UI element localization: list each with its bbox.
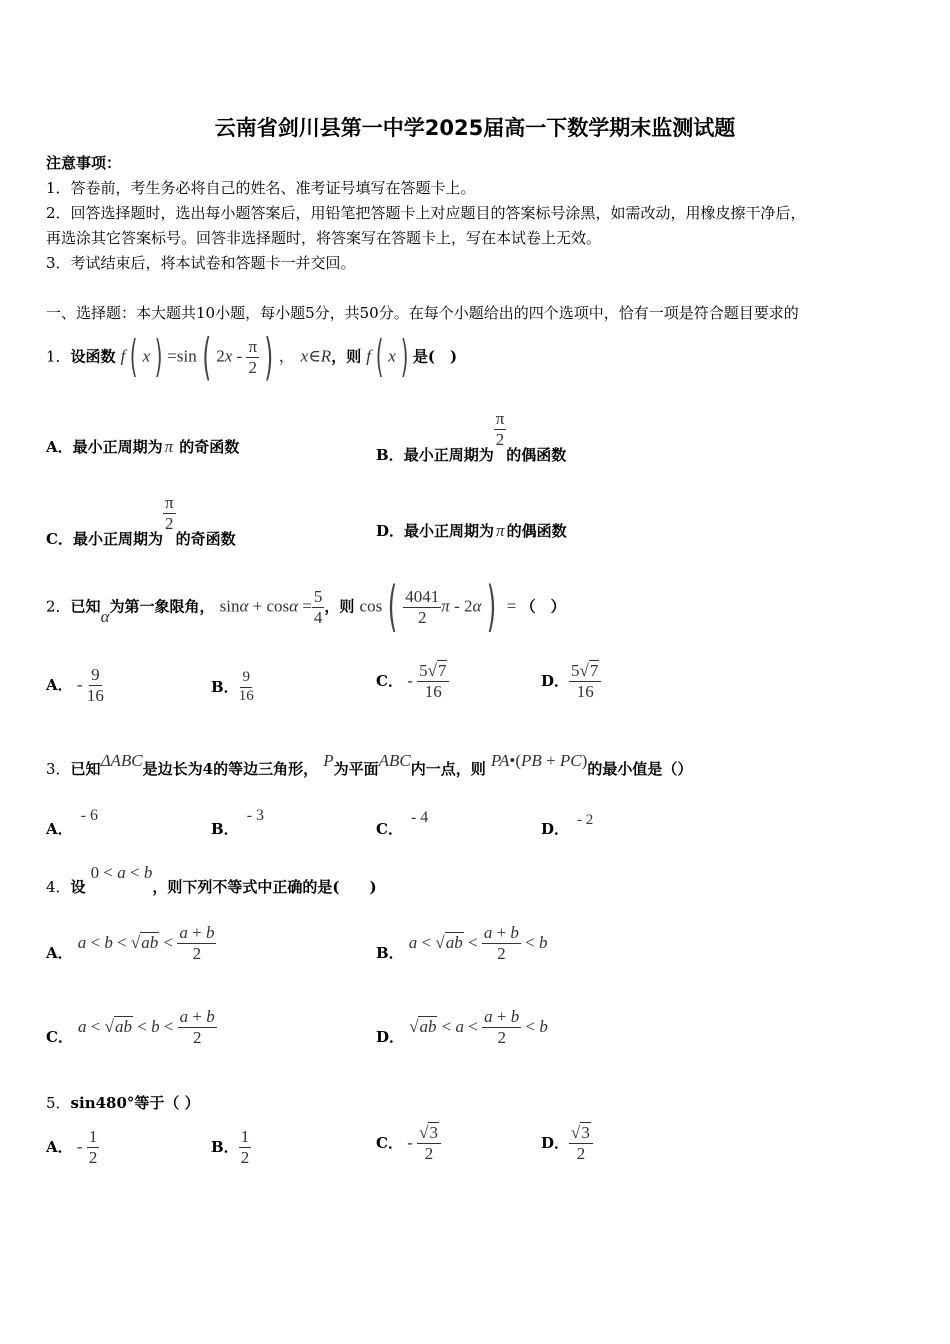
q5-option-c[interactable]: C． - $\frac{√3}{2}$ (376, 1124, 441, 1163)
q5-option-a[interactable]: A． - $\frac{1}{2}$ (46, 1127, 98, 1167)
q4-option-d[interactable]: D． √ab < a < $\frac{a + b}{2}$ < b (376, 1007, 548, 1047)
q4-option-c[interactable]: C． a < √ab < b < $\frac{a + b}{2}$ (46, 1007, 215, 1047)
q2-option-b[interactable]: B． $\frac{9}{16}$ (211, 669, 254, 704)
q1-option-d[interactable]: D．最小正周期为 π 的偶函数 (376, 521, 567, 540)
section-heading: 一、选择题：本大题共10小题，每小题5分，共50分。在每个小题给出的四个选项中，恰有一项是符合题目要求的 (46, 304, 799, 322)
formula: f (120, 346, 126, 366)
page-title: 云南省剑川县第一中学2025届高一下数学期末监测试题 (214, 116, 736, 140)
question-1: 1．设函数 f ( x ) =sin ( 2x - $\frac{\pi}{2}$ ) ， x∈R，则 f ( x ) 是( ) (46, 328, 458, 386)
q4-option-a[interactable]: A． a < b < √ab < $\frac{a + b}{2}$ (46, 923, 215, 963)
q3-option-a[interactable]: A．- 6 (46, 807, 98, 838)
q2-option-c[interactable]: C． - $\frac{5√7}{16}$ (376, 662, 449, 701)
question-4: 4．设 0 < a < b，则下列不等式中正确的是( ) (46, 863, 377, 896)
q2-option-a[interactable]: A． - $\frac{9}{16}$ (46, 665, 104, 705)
q2-option-d[interactable]: D． $\frac{5√7}{16}$ (541, 662, 601, 701)
q5-option-d[interactable]: D． $\frac{√3}{2}$ (541, 1124, 593, 1163)
q1-option-a[interactable]: A．最小正周期为 π 的奇函数 (46, 437, 240, 456)
note-2b: 再选涂其它答案标号。回答非选择题时，将答案写在答题卡上，写在本试卷上无效。 (46, 229, 602, 247)
question-5: 5．sin480°等于（ ） (46, 1094, 200, 1112)
question-number: 1． (46, 347, 71, 366)
notes-heading: 注意事项： (46, 154, 122, 172)
note-1: 1．答卷前，考生务必将自己的姓名、准考证号填写在答题卡上。 (46, 179, 476, 197)
note-3: 3．考试结束后，将本试卷和答题卡一并交回。 (46, 254, 356, 272)
q1-option-b[interactable]: B．最小正周期为 $\frac{\pi}{2}$ 的偶函数 (376, 409, 567, 464)
q3-option-b[interactable]: B．- 3 (211, 807, 265, 838)
q4-option-b[interactable]: B． a < √ab < $\frac{a + b}{2}$ < b (376, 923, 548, 963)
question-3: 3．已知ΔABC是边长为4的等边三角形， P为平面ABC内一点，则 PA•(PB + PC)的最小值是（） (46, 751, 693, 778)
note-2a: 2．回答选择题时，选出每小题答案后，用铅笔把答题卡上对应题目的答案标号涂黑，如需改动，用橡皮擦干净后， (46, 204, 806, 222)
q3-option-d[interactable]: D． - 2 (541, 812, 594, 838)
question-text: 设函数 (70, 347, 116, 366)
q3-option-c[interactable]: C．- 4 (376, 809, 429, 838)
q1-option-c[interactable]: C．最小正周期为 $\frac{\pi}{2}$ 的奇函数 (46, 493, 236, 548)
q5-option-b[interactable]: B． $\frac{1}{2}$ (211, 1127, 250, 1167)
question-2: 2．已知α为第一象限角， sinα + cosα = $\frac{5}{4}$ ，则 cos ( $\frac{4041}{2}$ π - 2α ) = （ ） (46, 575, 566, 638)
